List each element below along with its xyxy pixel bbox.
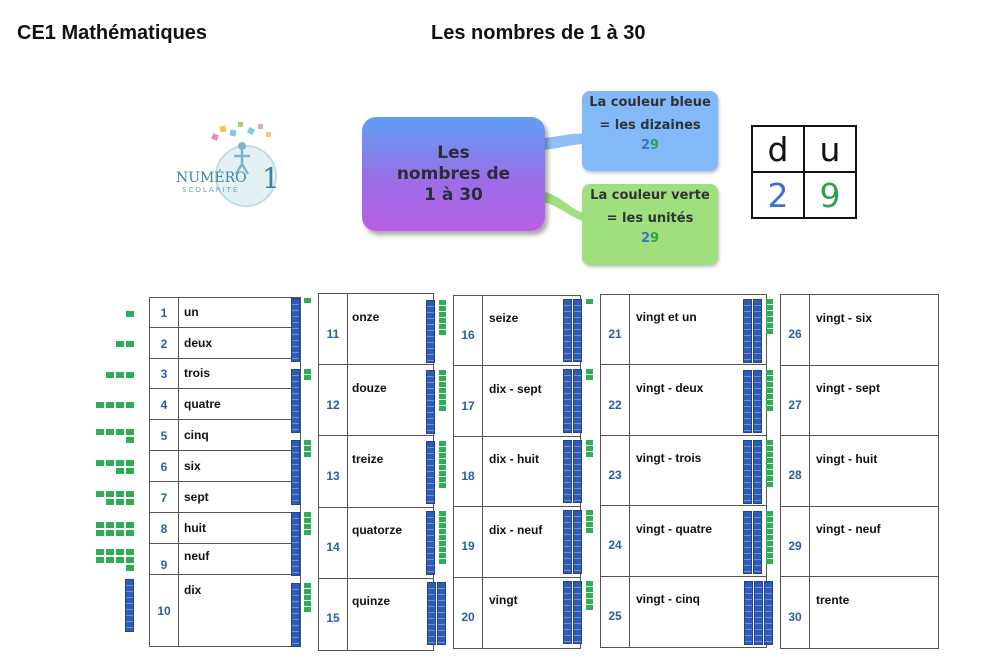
unit-cube <box>766 311 773 316</box>
unit-cube <box>586 581 593 586</box>
units-digit: 9 <box>650 138 660 153</box>
unit-cube <box>766 440 773 445</box>
number-table <box>453 295 581 649</box>
unit-cube <box>439 400 446 405</box>
row-word: dix <box>184 583 202 597</box>
unit-cube <box>766 559 773 564</box>
row-number: 20 <box>461 609 475 624</box>
unit-cube <box>766 376 773 381</box>
unit-cube <box>586 599 593 604</box>
table-row <box>601 436 766 506</box>
unit-cube <box>96 530 104 536</box>
table-row <box>781 366 938 437</box>
ten-rod <box>291 512 300 576</box>
ten-rod <box>426 511 435 574</box>
row-word: vingt et un <box>636 310 697 325</box>
unit-cube <box>766 547 773 552</box>
unit-cube <box>116 491 124 497</box>
unit-cube <box>116 372 124 378</box>
unit-cube <box>766 305 773 310</box>
ten-rod <box>753 299 762 363</box>
ten-rod <box>427 582 436 645</box>
unit-cube <box>439 330 446 335</box>
unit-cube <box>766 511 773 516</box>
row-number: 3 <box>160 367 168 381</box>
tens-header: d <box>752 126 804 172</box>
unit-cube <box>304 530 311 535</box>
unit-cube <box>766 388 773 393</box>
row-number: 24 <box>608 538 622 553</box>
unit-cube <box>96 549 104 555</box>
unit-cube <box>304 298 311 303</box>
table-row <box>454 507 580 577</box>
table-row <box>781 295 938 366</box>
unit-cube <box>766 553 773 558</box>
ten-rod <box>426 441 435 504</box>
unit-cube <box>439 471 446 476</box>
unit-cube <box>304 369 311 374</box>
table-row <box>319 508 433 579</box>
row-number: 12 <box>326 397 340 412</box>
ten-rod <box>291 298 300 362</box>
table-row <box>781 577 938 647</box>
unit-cube <box>126 557 134 563</box>
unit-cube <box>106 557 114 563</box>
row-word: trois <box>184 366 211 380</box>
row-word: dix - sept <box>489 381 542 396</box>
unit-cube <box>766 446 773 451</box>
row-word: seize <box>489 311 519 326</box>
row-word: trente <box>816 592 850 607</box>
unit-cube <box>106 499 114 505</box>
row-number: 13 <box>326 468 340 483</box>
ten-rod <box>291 583 300 647</box>
unit-cube <box>586 452 593 457</box>
unit-cube <box>106 402 114 408</box>
number-table <box>600 294 767 648</box>
unit-cube <box>439 535 446 540</box>
row-word: huit <box>184 520 206 535</box>
unit-cube <box>116 429 124 435</box>
unit-cube <box>106 372 114 378</box>
row-word: un <box>184 305 199 319</box>
unit-cube <box>106 491 114 497</box>
unit-cube <box>106 460 114 466</box>
unit-cube <box>439 553 446 558</box>
row-number: 19 <box>461 539 475 554</box>
row-number: 26 <box>788 327 802 342</box>
unit-cube <box>96 429 104 435</box>
unit-cube <box>439 370 446 375</box>
row-number: 15 <box>326 611 340 626</box>
unit-cube <box>766 523 773 528</box>
table-row <box>319 365 433 436</box>
table-row <box>781 436 938 507</box>
mindmap-center <box>362 117 545 231</box>
row-number: 22 <box>608 397 622 412</box>
table-row <box>601 365 766 435</box>
unit-cube <box>439 559 446 564</box>
unit-cube <box>766 329 773 334</box>
unit-cube <box>126 522 134 528</box>
unit-cube <box>126 437 134 443</box>
unit-cube <box>116 460 124 466</box>
unit-cube <box>116 341 124 347</box>
row-word: sept <box>184 489 209 504</box>
numero1-logo <box>170 112 290 212</box>
ten-rod <box>563 369 572 432</box>
row-word: vingt - cinq <box>636 592 700 607</box>
unit-cube <box>439 523 446 528</box>
table-row <box>319 294 433 365</box>
ten-rod <box>754 581 763 645</box>
unit-cube <box>106 522 114 528</box>
unit-cube <box>96 460 104 466</box>
row-word: douze <box>352 380 387 395</box>
number-table <box>149 297 301 647</box>
table-row <box>454 366 580 436</box>
units-digit: 9 <box>650 231 660 246</box>
ten-rod <box>573 581 582 644</box>
unit-cube <box>304 583 311 588</box>
row-word: quatre <box>184 396 221 411</box>
row-word: neuf <box>184 549 210 563</box>
unit-cube <box>766 400 773 405</box>
unit-cube <box>439 441 446 446</box>
unit-cube <box>96 522 104 528</box>
ten-rod <box>437 582 446 645</box>
row-word: onze <box>352 309 380 324</box>
row-number: 8 <box>160 521 168 536</box>
table-row <box>150 482 300 513</box>
unit-cube <box>586 516 593 521</box>
unit-cube <box>766 323 773 328</box>
unit-cube <box>586 299 593 304</box>
unit-cube <box>586 605 593 610</box>
unit-cube <box>126 468 134 474</box>
row-number: 7 <box>160 490 168 505</box>
unit-cube <box>116 468 124 474</box>
unit-cube <box>766 452 773 457</box>
row-word: dix - neuf <box>489 522 543 537</box>
row-word: vingt - trois <box>636 451 702 466</box>
tens-units-table <box>751 125 857 219</box>
table-row <box>150 389 300 420</box>
unit-cube <box>304 512 311 517</box>
ten-rod <box>563 581 572 644</box>
unit-cube <box>439 388 446 393</box>
table-row <box>319 436 433 507</box>
svg-text:NUMÉRO: NUMÉRO <box>176 170 247 186</box>
unit-cube <box>586 587 593 592</box>
row-number: 16 <box>461 328 475 343</box>
unit-cube <box>106 549 114 555</box>
tens-color-number <box>582 138 718 153</box>
unit-cube <box>766 517 773 522</box>
ten-rod <box>426 370 435 433</box>
number-table <box>318 293 434 651</box>
unit-cube <box>126 372 134 378</box>
unit-cube <box>304 589 311 594</box>
row-word: six <box>184 458 201 473</box>
row-number: 11 <box>326 326 340 341</box>
row-number: 2 <box>160 336 168 351</box>
ten-rod <box>753 370 762 434</box>
row-word: quatorze <box>352 523 403 538</box>
ten-rod <box>573 299 582 362</box>
unit-cube <box>116 530 124 536</box>
unit-cube <box>439 541 446 546</box>
ten-rod <box>291 369 300 433</box>
table-row <box>454 296 580 366</box>
unit-cube <box>439 324 446 329</box>
unit-cube <box>439 394 446 399</box>
units-value: 9 <box>804 172 856 218</box>
unit-cube <box>766 458 773 463</box>
unit-cube <box>586 510 593 515</box>
unit-cube <box>304 375 311 380</box>
unit-cube <box>116 549 124 555</box>
row-word: vingt - neuf <box>816 522 881 537</box>
row-word: dix - huit <box>489 452 539 467</box>
unit-cube <box>304 518 311 523</box>
unit-cube <box>766 482 773 487</box>
unit-cube <box>439 447 446 452</box>
unit-cube <box>96 557 104 563</box>
unit-cube <box>304 452 311 457</box>
unit-cube <box>304 595 311 600</box>
unit-cube <box>116 557 124 563</box>
table-row <box>150 575 300 634</box>
row-number: 23 <box>608 467 622 482</box>
tens-color-equation: = les dizaines <box>599 118 701 133</box>
row-number: 14 <box>326 540 340 555</box>
unit-cube <box>126 530 134 536</box>
row-number: 25 <box>608 608 622 623</box>
row-number: 9 <box>160 557 168 572</box>
unit-cube <box>439 306 446 311</box>
ten-rod <box>563 510 572 573</box>
row-number: 6 <box>160 459 168 474</box>
row-number: 18 <box>461 468 475 483</box>
unit-cube <box>439 453 446 458</box>
units-color-bubble <box>582 184 718 265</box>
ten-rod <box>125 579 134 632</box>
tens-value: 2 <box>752 172 804 218</box>
ten-rod <box>291 440 300 504</box>
tens-digit: 2 <box>640 231 650 246</box>
unit-cube <box>766 470 773 475</box>
unit-cube <box>766 529 773 534</box>
ten-rod <box>743 299 752 363</box>
number-table <box>780 294 939 649</box>
unit-cube <box>126 499 134 505</box>
unit-cube <box>766 317 773 322</box>
ten-rod <box>563 299 572 362</box>
svg-text:SCOLARITÉ: SCOLARITÉ <box>182 186 240 194</box>
table-row <box>601 506 766 576</box>
ten-rod <box>573 369 582 432</box>
table-row <box>150 359 300 389</box>
unit-cube <box>766 541 773 546</box>
ten-rod <box>563 440 572 503</box>
row-word: vingt <box>489 593 518 608</box>
unit-cube <box>106 429 114 435</box>
unit-cube <box>586 440 593 445</box>
unit-cube <box>126 491 134 497</box>
unit-cube <box>766 394 773 399</box>
unit-cube <box>766 370 773 375</box>
unit-cube <box>106 530 114 536</box>
row-number: 17 <box>461 398 475 413</box>
course-title: CE1 Mathématiques <box>17 22 208 44</box>
row-word: vingt - six <box>816 310 873 325</box>
row-word: vingt - huit <box>816 451 878 466</box>
unit-cube <box>586 593 593 598</box>
unit-cube <box>766 464 773 469</box>
svg-text:1: 1 <box>262 162 280 195</box>
row-word: quinze <box>352 594 390 609</box>
units-color-number <box>582 231 718 246</box>
unit-cube <box>439 382 446 387</box>
unit-cube <box>439 318 446 323</box>
row-word: vingt - sept <box>816 381 881 396</box>
unit-cube <box>439 547 446 552</box>
table-row <box>150 451 300 482</box>
unit-cube <box>126 549 134 555</box>
unit-cube <box>126 402 134 408</box>
row-number: 4 <box>160 397 168 412</box>
row-number: 21 <box>608 327 622 342</box>
unit-cube <box>116 522 124 528</box>
unit-cube <box>116 402 124 408</box>
unit-cube <box>126 460 134 466</box>
row-word: cinq <box>184 427 209 442</box>
tens-color-title: La couleur bleue <box>589 95 711 110</box>
ten-rod <box>743 511 752 575</box>
unit-cube <box>126 341 134 347</box>
row-word: treize <box>352 452 384 467</box>
ten-rod <box>573 510 582 573</box>
ten-rod <box>743 370 752 434</box>
page-title: Les nombres de 1 à 30 <box>431 22 646 44</box>
table-row <box>454 578 580 647</box>
unit-cube <box>766 535 773 540</box>
unit-cube <box>766 406 773 411</box>
row-number: 5 <box>160 428 168 443</box>
row-number: 27 <box>788 397 802 412</box>
table-row <box>454 437 580 507</box>
units-header: u <box>804 126 856 172</box>
row-word: deux <box>184 335 213 350</box>
unit-cube <box>304 607 311 612</box>
unit-cube <box>96 402 104 408</box>
ten-rod <box>426 300 435 363</box>
unit-cube <box>439 406 446 411</box>
unit-cube <box>126 429 134 435</box>
unit-cube <box>126 311 134 317</box>
unit-cube <box>304 601 311 606</box>
row-number: 1 <box>160 306 168 320</box>
table-row <box>319 579 433 649</box>
mindmap-center-label: Les nombres de 1 à 30 <box>396 142 511 205</box>
unit-cube <box>439 477 446 482</box>
unit-cube <box>766 299 773 304</box>
ten-rod <box>753 511 762 575</box>
unit-cube <box>304 524 311 529</box>
unit-cube <box>439 300 446 305</box>
table-row <box>601 577 766 646</box>
unit-cube <box>439 459 446 464</box>
unit-cube <box>126 565 134 571</box>
unit-cube <box>766 476 773 481</box>
unit-cube <box>586 369 593 374</box>
ten-rod <box>764 581 773 645</box>
row-word: vingt - quatre <box>636 521 713 536</box>
tens-digit: 2 <box>640 138 650 153</box>
table-row <box>150 544 300 575</box>
unit-cube <box>586 522 593 527</box>
unit-cube <box>439 517 446 522</box>
unit-cube <box>439 511 446 516</box>
unit-cube <box>439 312 446 317</box>
ten-rod <box>743 440 752 504</box>
unit-cube <box>116 499 124 505</box>
tens-color-bubble <box>582 91 718 171</box>
table-row <box>150 298 300 328</box>
table-row <box>150 328 300 359</box>
table-row <box>150 513 300 544</box>
unit-cube <box>304 446 311 451</box>
row-number: 29 <box>788 539 802 554</box>
unit-cube <box>96 491 104 497</box>
row-number: 10 <box>157 604 171 618</box>
unit-cube <box>439 465 446 470</box>
row-word: vingt - deux <box>636 380 704 395</box>
unit-cube <box>586 375 593 380</box>
unit-cube <box>586 446 593 451</box>
row-number: 30 <box>788 609 802 624</box>
ten-rod <box>744 581 753 645</box>
unit-cube <box>439 376 446 381</box>
unit-cube <box>766 382 773 387</box>
unit-cube <box>439 529 446 534</box>
ten-rod <box>753 440 762 504</box>
table-row <box>781 507 938 578</box>
table-row <box>150 420 300 451</box>
table-row <box>601 295 766 365</box>
unit-cube <box>439 483 446 488</box>
units-color-title: La couleur verte <box>590 188 710 203</box>
ten-rod <box>573 440 582 503</box>
unit-cube <box>304 440 311 445</box>
row-number: 28 <box>788 468 802 483</box>
units-color-equation: = les unités <box>606 211 694 226</box>
unit-cube <box>586 528 593 533</box>
